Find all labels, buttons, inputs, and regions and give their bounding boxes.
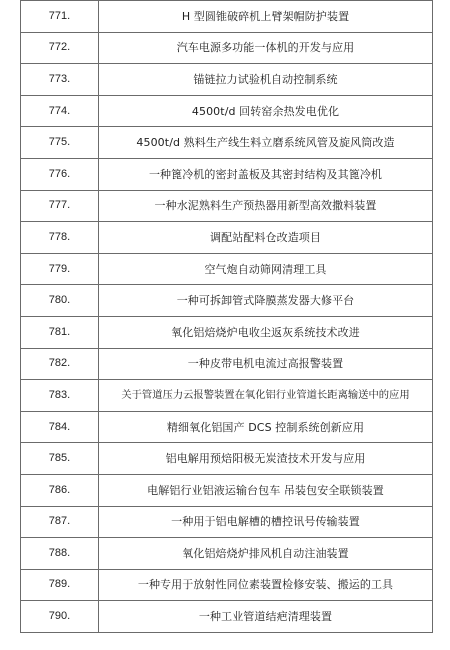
table-row [21,474,433,506]
row-number: 779. [21,253,99,285]
project-name: 铝电解用预焙阳极无炭渣技术开发与应用 [99,443,433,475]
row-number: 785. [21,443,99,475]
table-row [21,506,433,538]
table-row [21,285,433,317]
row-number: 776. [21,158,99,190]
table-row [21,411,433,443]
table-row [21,316,433,348]
project-name: 一种可拆卸管式降膜蒸发器大修平台 [99,285,433,317]
project-list-table [20,0,433,633]
row-number: 773. [21,64,99,96]
row-number: 772. [21,32,99,64]
project-name: 汽车电源多功能一体机的开发与应用 [99,32,433,64]
table-row [21,222,433,254]
project-name: H 型圆锥破碎机上臂架帽防护装置 [99,1,433,33]
row-number: 771. [21,1,99,33]
project-name: 一种水泥熟料生产预热器用新型高效撒料装置 [99,190,433,222]
row-number: 774. [21,95,99,127]
project-name: 一种专用于放射性同位素装置检修安装、搬运的工具 [99,569,433,601]
project-name: 调配站配料仓改造项目 [99,222,433,254]
project-name: 氧化铝焙烧炉电收尘返灰系统技术改进 [99,316,433,348]
row-number: 782. [21,348,99,380]
table-row [21,1,433,33]
project-name: 空气炮自动筛网清理工具 [99,253,433,285]
row-number: 783. [21,380,99,412]
project-name: 锚链拉力试验机自动控制系统 [99,64,433,96]
row-number: 789. [21,569,99,601]
project-name: 4500t/d 回转窑余热发电优化 [99,95,433,127]
table-row [21,190,433,222]
table-row [21,380,433,412]
table-row [21,158,433,190]
table-row [21,601,433,633]
table-row [21,95,433,127]
row-number: 786. [21,474,99,506]
project-name: 一种用于铝电解槽的槽控讯号传输装置 [99,506,433,538]
row-number: 775. [21,127,99,159]
row-number: 788. [21,538,99,570]
row-number: 790. [21,601,99,633]
project-name: 一种皮带电机电流过高报警装置 [99,348,433,380]
table-row [21,253,433,285]
row-number: 778. [21,222,99,254]
table-row [21,32,433,64]
row-number: 787. [21,506,99,538]
table-row [21,538,433,570]
table-row [21,64,433,96]
project-name: 电解铝行业铝液运输台包车 吊装包安全联锁装置 [99,474,433,506]
project-name: 一种工业管道结疤清理装置 [99,601,433,633]
row-number: 784. [21,411,99,443]
row-number: 781. [21,316,99,348]
project-name: 氧化铝焙烧炉排风机自动注油装置 [99,538,433,570]
project-name: 4500t/d 熟料生产线生料立磨系统风管及旋风筒改造 [99,127,433,159]
project-name: 关于管道压力云报警装置在氧化铝行业管道长距离输送中的应用 [99,380,433,412]
table-row [21,443,433,475]
project-name: 一种篦冷机的密封盖板及其密封结构及其篦冷机 [99,158,433,190]
table-row [21,569,433,601]
table-row [21,127,433,159]
row-number: 780. [21,285,99,317]
project-name: 精细氧化铝国产 DCS 控制系统创新应用 [99,411,433,443]
table-row [21,348,433,380]
row-number: 777. [21,190,99,222]
